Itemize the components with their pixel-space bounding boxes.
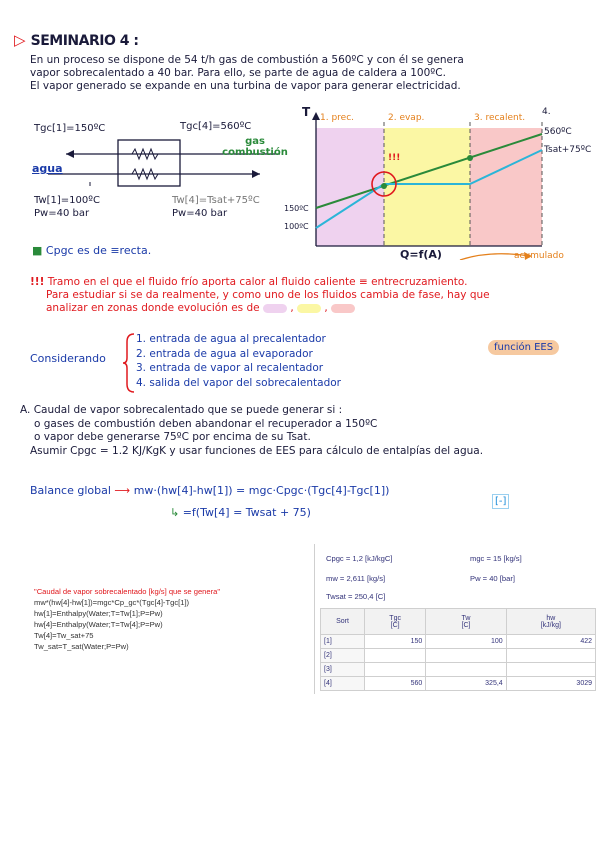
result-mw: mw = 2,611 [kg/s] [326, 574, 386, 583]
column-header[interactable] [365, 609, 426, 635]
cp-note-text: Cpgc es de ≡recta. [45, 244, 152, 257]
water-label: agua [32, 162, 63, 175]
cell-hw [506, 663, 595, 677]
sort-button[interactable] [321, 609, 365, 635]
ees-array-table [320, 608, 596, 691]
considering-label: Considerando [30, 352, 106, 365]
pw1-label: Pw=40 bar [34, 208, 90, 219]
arrow-right-icon: ⟶ [114, 484, 131, 497]
tw1-label: Tw[1]=100ºC [34, 195, 100, 206]
ees-function-tag: función EES [488, 340, 559, 355]
cp-note [32, 244, 151, 257]
result-pw: Pw = 40 [bar] [470, 574, 515, 583]
considering-block [30, 332, 590, 394]
tgc1-label: Tgc[1]=150ºC [34, 123, 106, 134]
ees-results [314, 544, 600, 704]
cell-tw [426, 649, 506, 663]
pw4-label: Pw=40 bar [172, 208, 228, 219]
title-marker-icon: ▷ [14, 31, 26, 49]
page-title: SEMINARIO 4 : [30, 33, 139, 49]
column-unit: [kJ/kg] [540, 621, 561, 629]
zone4-label: 4. [542, 107, 551, 117]
balance-equation: mw·(hw[4]-hw[1]) = mgc·Cpgc·(Tgc[4]-Tgc[1]) [133, 484, 390, 497]
cell-tgc [365, 649, 426, 663]
table-row [321, 663, 596, 677]
cell-tgc: 150 [365, 635, 426, 649]
sort-label: Sort [336, 618, 349, 625]
swatch-evaporator [297, 304, 321, 313]
table-row [321, 649, 596, 663]
separator: , [290, 302, 294, 314]
exchanger-sketch [30, 118, 300, 228]
swatch-preheater [263, 304, 287, 313]
balance-label: Balance global [30, 484, 111, 497]
tq-diagram [280, 100, 600, 260]
list-item: 2. entrada de agua al evaporador [136, 347, 313, 360]
tw4-label: Tw[4]=Tsat+75ºC [172, 195, 260, 206]
pinch-note-line: Para estudiar si se da realmente, y como uno de los fluidos cambia de fase, hay que [46, 289, 490, 301]
ees-comment: "Caudal de vapor sobrecalentado [kg/s] que se genera" [34, 587, 221, 596]
part-a-label: A. [20, 404, 31, 416]
column-name: Tgc [389, 614, 401, 622]
ees-code-line: hw[4]=Enthalpy(Water;T=Tw[4];P=Pw) [34, 620, 163, 629]
zone-evaporator [384, 128, 470, 246]
green-square-icon: ■ [32, 244, 43, 257]
q-axis-label: Q=f(A) [400, 248, 442, 261]
brace-icon [122, 332, 136, 394]
table-row [321, 677, 596, 691]
t150-label: 150ºC [284, 204, 309, 213]
gas-label: gas combustión [222, 136, 288, 158]
t560-label: 560ºC [544, 127, 572, 137]
cell-hw [506, 649, 595, 663]
balance-row [30, 484, 590, 507]
zone-preheater [316, 128, 384, 246]
cell-hw: 3029 [506, 677, 595, 691]
considering-list [136, 332, 341, 390]
pinch-note [30, 276, 596, 315]
row-index: [4] [321, 677, 365, 691]
intro-line: vapor sobrecalentado a 40 bar. Para ello, se parte de agua de caldera a 100ºC. [30, 67, 446, 79]
zone3-label: 3. recalent. [474, 113, 526, 123]
part-a-line: Asumir Cpgc = 1.2 KJ/KgK y usar funciones de EES para cálculo de entalpías del agua. [30, 444, 484, 457]
tgc4-label: Tgc[4]=560ºC [180, 121, 252, 132]
result-tsat: Twsat = 250,4 [C] [326, 592, 386, 601]
cell-tw [426, 663, 506, 677]
part-a-line: Caudal de vapor sobrecalentado que se puede generar si : [33, 404, 343, 416]
intro-paragraph [30, 54, 590, 93]
ees-code-line: Tw_sat=T_sat(Water;P=Pw) [34, 642, 129, 651]
intro-line: En un proceso se dispone de 54 t/h gas de combustión a 560ºC y con él se genera [30, 54, 464, 66]
part-a [20, 404, 590, 458]
cell-tgc [365, 663, 426, 677]
column-name: Tw [461, 614, 471, 622]
cell-tw: 325,4 [426, 677, 506, 691]
column-header[interactable] [506, 609, 595, 635]
ees-code-line: hw[1]=Enthalpy(Water;T=Tw[1];P=Pw) [34, 609, 163, 618]
part-a-line: o vapor debe generarse 75ºC por encima de su Tsat. [34, 431, 311, 443]
row-index: [3] [321, 663, 365, 677]
cell-hw: 422 [506, 635, 595, 649]
swatch-superheater [331, 304, 355, 313]
row-index: [1] [321, 635, 365, 649]
column-name: hw [546, 614, 556, 622]
column-unit: [C] [390, 621, 400, 629]
t-axis-label: T [302, 105, 311, 119]
pinch-note-line: Tramo en el que el fluido frío aporta calor al fluido caliente ≡ entrecruzamiento. [47, 276, 468, 288]
hook-arrow-icon: ↳ [170, 506, 180, 519]
list-item: 4. salida del vapor del sobrecalentador [136, 376, 341, 389]
acumulado-label: acumulado [514, 251, 564, 261]
result-mgc: mgc = 15 [kg/s] [470, 554, 522, 563]
tsat-label: Tsat+75ºC [544, 145, 592, 155]
pinch-marker: !!! [388, 153, 401, 163]
cell-tgc: 560 [365, 677, 426, 691]
result-cp: Cpgc = 1,2 [kJ/kgC] [326, 554, 393, 563]
pinch-note-line: analizar en zonas donde evolución es de [46, 302, 260, 314]
t100-label: 100ºC [284, 222, 309, 231]
list-item: 3. entrada de vapor al recalentador [136, 362, 324, 374]
intro-line: El vapor generado se expande en una turbina de vapor para generar electricidad. [30, 80, 461, 92]
balance-tag: [-] [492, 494, 509, 509]
row-index: [2] [321, 649, 365, 663]
ees-code-line: mw*(hw[4]-hw[1])=mgc*Cp_gc*(Tgc[4]-Tgc[1]) [34, 598, 190, 607]
column-header[interactable] [426, 609, 506, 635]
pinch-note-marker: !!! [30, 276, 45, 288]
ees-code-block [34, 586, 304, 652]
substitution-equation: =f(Tw[4] = Twsat + 75) [182, 506, 311, 519]
list-item: 1. entrada de agua al precalentador [136, 333, 326, 345]
separator: , [324, 302, 328, 314]
cell-tw: 100 [426, 635, 506, 649]
table-row [321, 635, 596, 649]
ees-code-line: Tw[4]=Tw_sat+75 [34, 631, 94, 640]
part-a-line: o gases de combustión deben abandonar el recuperador a 150ºC [34, 417, 378, 430]
column-unit: [C] [461, 621, 471, 629]
zone1-label: 1. prec. [320, 113, 355, 123]
pinch-note-line-3 [30, 302, 596, 315]
substitution-row [170, 506, 311, 519]
title-row [14, 30, 138, 49]
zone2-label: 2. evap. [388, 113, 425, 123]
